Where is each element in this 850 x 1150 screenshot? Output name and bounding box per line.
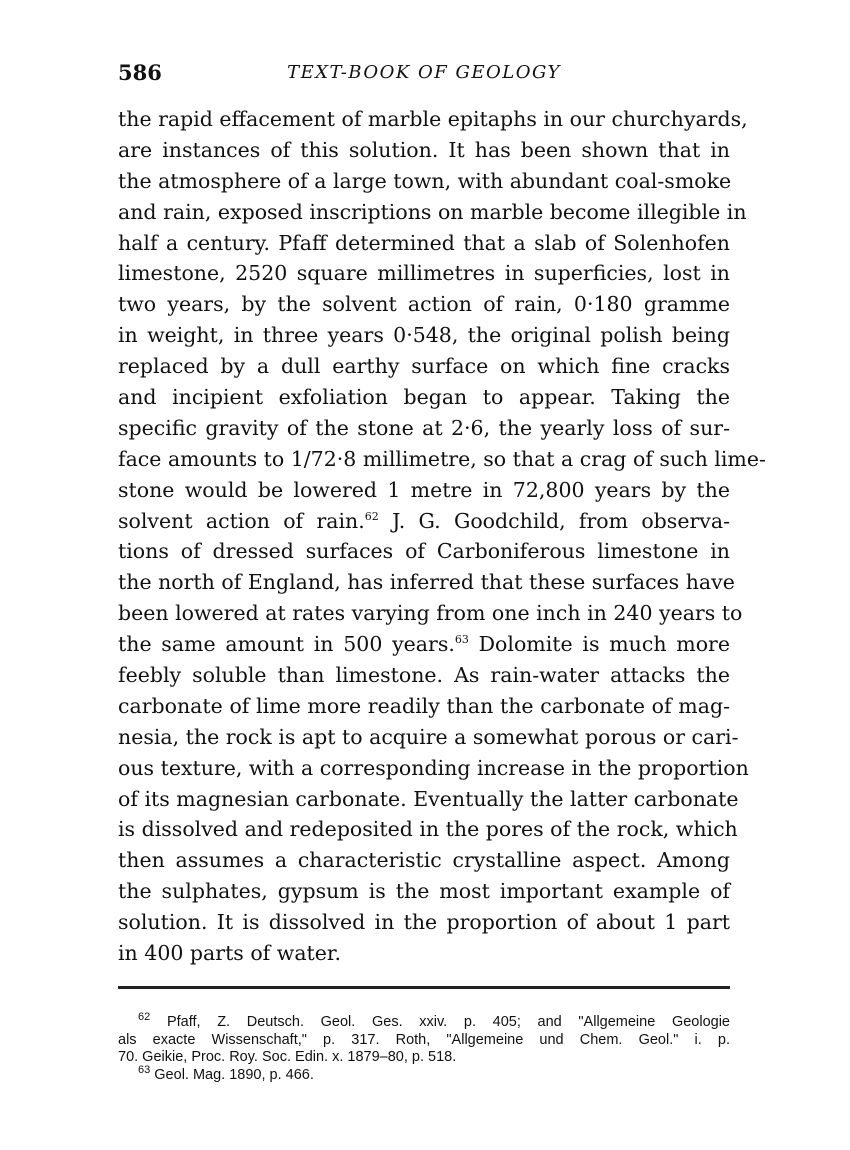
footnote-line bbox=[118, 1063, 730, 1085]
text-segment: the same amount in 500 years. bbox=[118, 632, 455, 657]
text-line: face amounts to 1/72·8 millimetre, so that a crag of such lime- bbox=[118, 446, 766, 471]
footnote-marker: 62 bbox=[138, 1011, 151, 1024]
text-line: half a century. Pfaff determined that a slab of Solenhofen bbox=[118, 230, 730, 255]
footnote-ref[interactable]: 63 bbox=[454, 633, 469, 647]
text-line: feebly soluble than limestone. As rain-water attacks the bbox=[118, 663, 730, 688]
text-line: the rapid effacement of marble epitaphs in our churchyards, bbox=[118, 107, 748, 131]
page-header bbox=[118, 60, 730, 90]
text-line: is dissolved and redeposited in the pores of the rock, which bbox=[118, 817, 738, 842]
text-segment: Dolomite is much more bbox=[478, 632, 730, 657]
text-line: then assumes a characteristic crystalline aspect. Among bbox=[118, 848, 730, 873]
text-line: the atmosphere of a large town, with abundant coal-smoke bbox=[118, 168, 732, 193]
text-line: carbonate of lime more readily than the carbonate of mag- bbox=[118, 693, 730, 718]
text-line: nesia, the rock is apt to acquire a somewhat porous or cari- bbox=[118, 724, 739, 749]
text-line bbox=[118, 506, 730, 537]
running-title: TEXT-BOOK OF GEOLOGY bbox=[287, 62, 561, 83]
text-line: the sulphates, gypsum is the most important example of bbox=[118, 879, 730, 904]
text-line: been lowered at rates varying from one inch in 240 years to bbox=[118, 601, 743, 626]
text-line: are instances of this solution. It has been shown that in bbox=[118, 137, 730, 162]
footnote-line: 70. Geikie, Proc. Roy. Soc. Edin. x. 1879–80, p. 518. bbox=[118, 1049, 457, 1065]
footnotes bbox=[118, 1011, 731, 1084]
text-line: solution. It is dissolved in the proportion of about 1 part bbox=[118, 910, 730, 935]
body-text bbox=[118, 104, 766, 969]
text-line: replaced by a dull earthy surface on which fine cracks bbox=[118, 354, 730, 379]
text-line: in 400 parts of water. bbox=[118, 941, 341, 966]
footnote-divider bbox=[118, 986, 730, 989]
text-segment: solvent action of rain. bbox=[118, 508, 365, 533]
text-line bbox=[118, 629, 730, 660]
text-line: the north of England, has inferred that these surfaces have bbox=[118, 570, 735, 595]
text-line: tions of dressed surfaces of Carboniferous limestone in bbox=[118, 539, 730, 564]
text-line: in weight, in three years 0·548, the original polish being bbox=[118, 323, 730, 348]
footnote-ref[interactable]: 62 bbox=[364, 509, 379, 523]
text-line: and incipient exfoliation began to appear. Taking the bbox=[118, 385, 730, 410]
text-line: stone would be lowered 1 metre in 72,800 years by the bbox=[118, 477, 730, 502]
text-line: specific gravity of the stone at 2·6, the yearly loss of sur- bbox=[118, 415, 730, 440]
footnote-text: Pfaff, Z. Deutsch. Geol. Ges. xxiv. p. 405; and "Allgemeine Geologie bbox=[166, 1014, 731, 1030]
footnote-text: Geol. Mag. 1890, p. 466. bbox=[154, 1066, 314, 1083]
text-line: of its magnesian carbonate. Eventually the latter carbonate bbox=[118, 786, 739, 811]
text-line: and rain, exposed inscriptions on marble become illegible in bbox=[118, 199, 747, 224]
text-line: two years, by the solvent action of rain, 0·180 gramme bbox=[118, 292, 730, 317]
text-line: limestone, 2520 square millimetres in superficies, lost in bbox=[118, 261, 730, 286]
footnote-marker: 63 bbox=[138, 1063, 151, 1076]
footnote-line bbox=[118, 1011, 731, 1032]
footnote-line: als exacte Wissenschaft," p. 317. Roth, "Allgemeine und Chem. Geol." i. p. bbox=[118, 1031, 730, 1048]
page-number: 586 bbox=[118, 60, 162, 85]
text-segment: J. G. Goodchild, from observa- bbox=[392, 508, 730, 533]
text-line: ous texture, with a corresponding increase in the proportion bbox=[118, 755, 749, 780]
